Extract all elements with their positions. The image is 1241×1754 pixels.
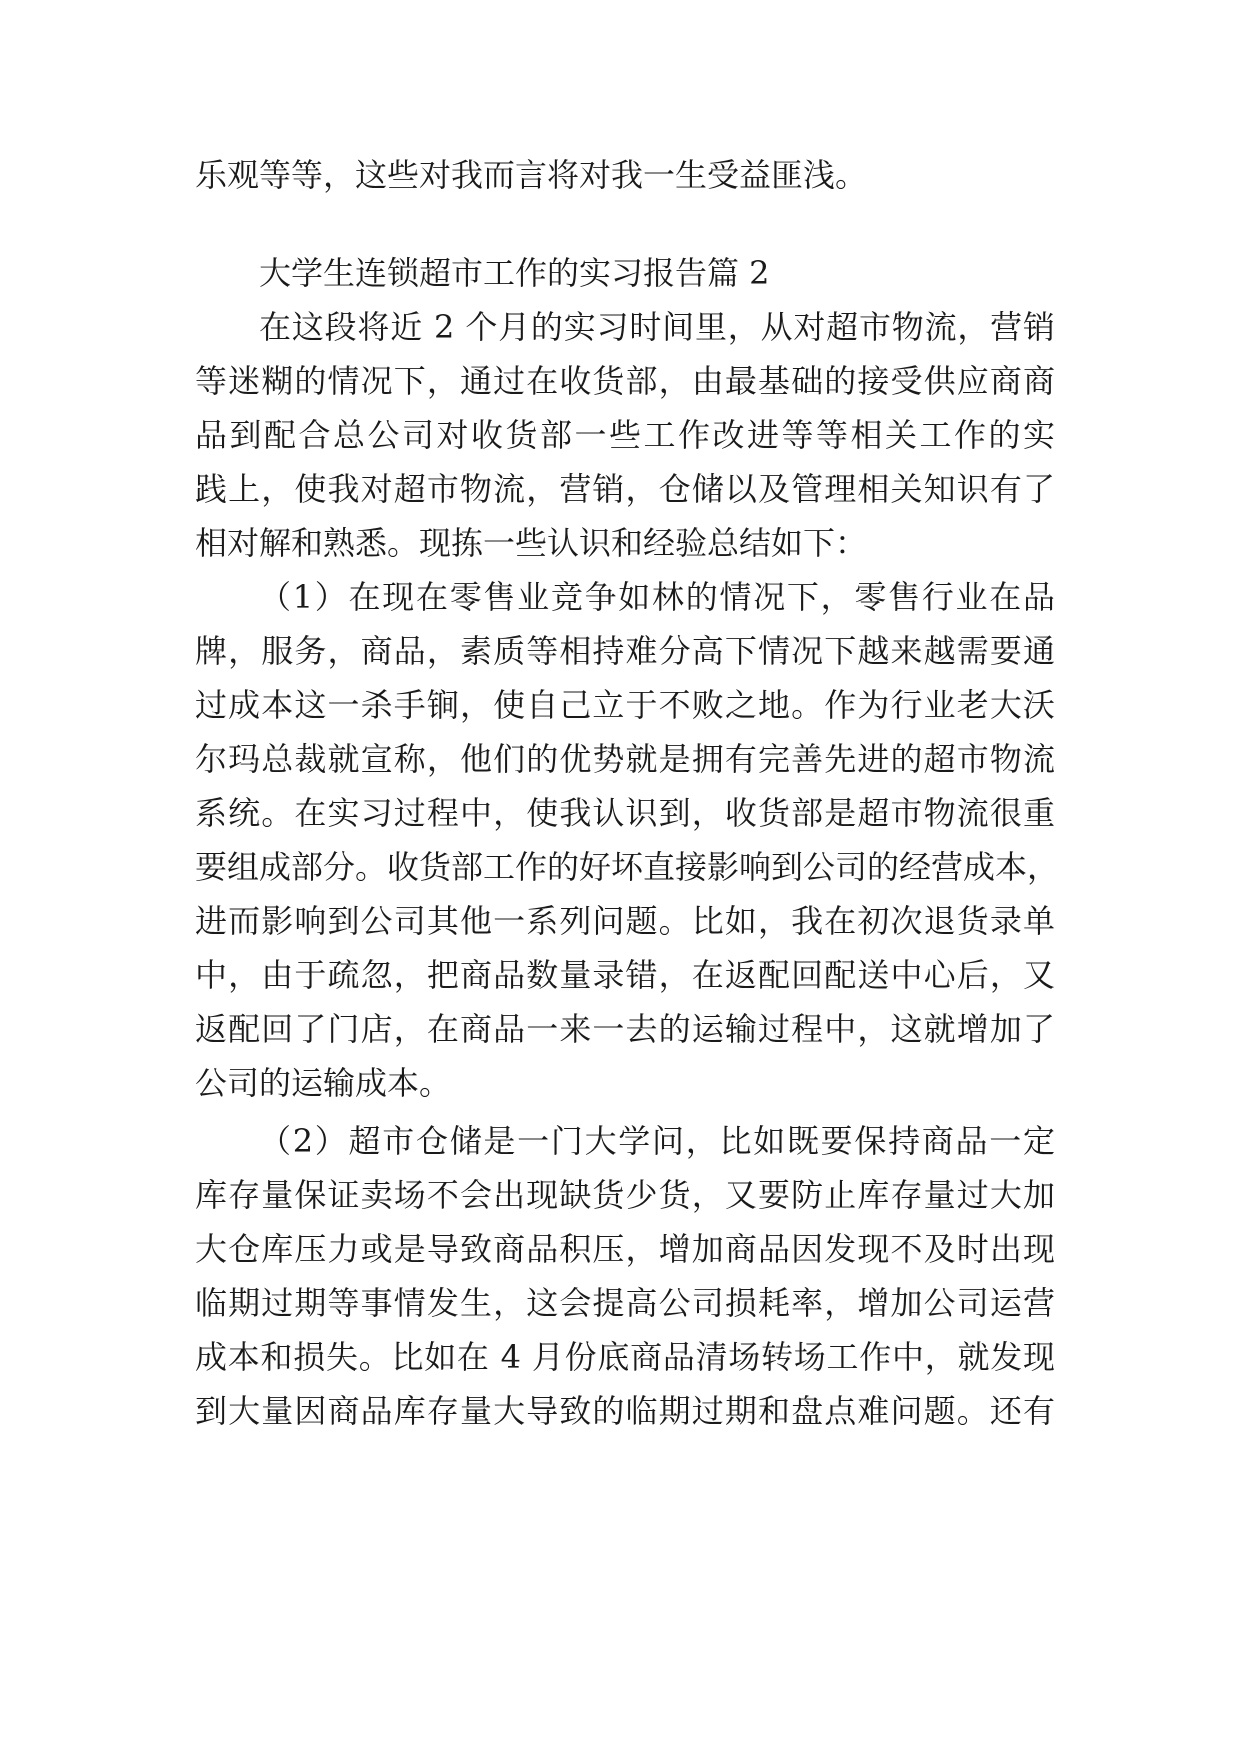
text-line-19: 库存量保证卖场不会出现缺货少货，又要防止库存量过大加 [195, 1176, 1055, 1214]
text-line-22: 成本和损失。比如在 4 月份底商品清场转场工作中，就发现 [195, 1338, 1055, 1376]
text-line-11: 尔玛总裁就宣称，他们的优势就是拥有完善先进的超市物流 [195, 740, 1055, 778]
text-line-5: 品到配合总公司对收货部一些工作改进等等相关工作的实 [195, 416, 1055, 454]
text-line-18: （2）超市仓储是一门大学问，比如既要保持商品一定 [259, 1122, 1055, 1160]
text-line-7: 相对解和熟悉。现拣一些认识和经验总结如下： [195, 524, 868, 562]
text-line-16: 返配回了门店，在商品一来一去的运输过程中，这就增加了 [195, 1010, 1055, 1048]
text-line-8: （1）在现在零售业竞争如林的情况下，零售行业在品 [259, 578, 1055, 616]
text-line-12: 系统。在实习过程中，使我认识到，收货部是超市物流很重 [195, 794, 1055, 832]
text-line-15: 中，由于疏忽，把商品数量录错，在返配回配送中心后，又 [195, 956, 1055, 994]
text-line-20: 大仓库压力或是导致商品积压，增加商品因发现不及时出现 [195, 1230, 1055, 1268]
text-line-23: 到大量因商品库存量大导致的临期过期和盘点难问题。还有 [195, 1392, 1055, 1430]
text-line-6: 践上，使我对超市物流，营销，仓储以及管理相关知识有了 [195, 470, 1055, 508]
text-line-9: 牌，服务，商品，素质等相持难分高下情况下越来越需要通 [195, 632, 1055, 670]
text-line-14: 进而影响到公司其他一系列问题。比如，我在初次退货录单 [195, 902, 1055, 940]
section-heading: 大学生连锁超市工作的实习报告篇 2 [259, 254, 770, 292]
text-line-4: 等迷糊的情况下，通过在收货部，由最基础的接受供应商商 [195, 362, 1055, 400]
text-line-17: 公司的运输成本。 [195, 1064, 452, 1102]
text-line-3: 在这段将近 2 个月的实习时间里，从对超市物流，营销 [259, 308, 1055, 346]
text-line-13: 要组成部分。收货部工作的好坏直接影响到公司的经营成本， [195, 848, 1060, 886]
text-line-1: 乐观等等，这些对我而言将对我一生受益匪浅。 [195, 156, 868, 194]
text-line-21: 临期过期等事情发生，这会提高公司损耗率，增加公司运营 [195, 1284, 1055, 1322]
text-line-10: 过成本这一杀手锏，使自己立于不败之地。作为行业老大沃 [195, 686, 1055, 724]
